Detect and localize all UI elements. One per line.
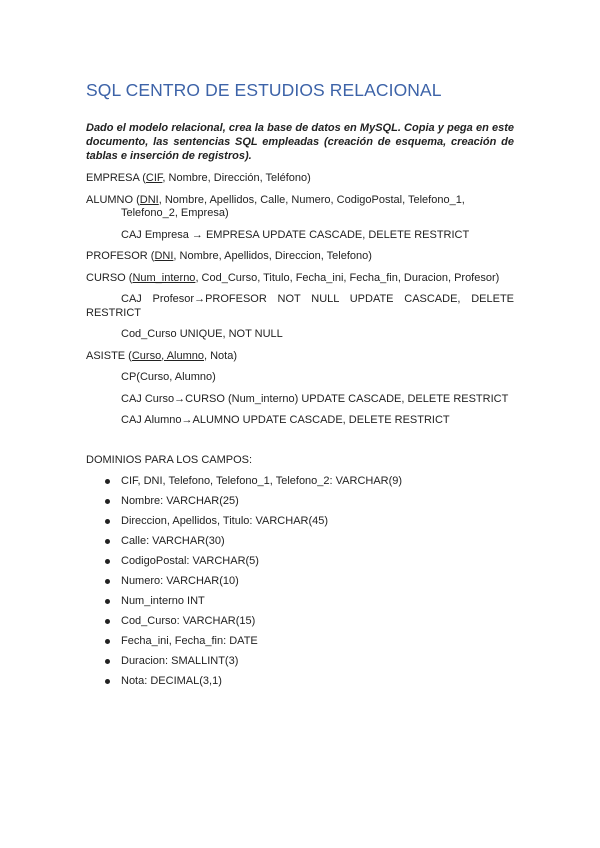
relation-attributes: , Nombre, Apellidos, Calle, Numero, CodigoPostal, Telefono_1, Telefono_2, Empresa): [121, 193, 465, 219]
bullet-icon: [105, 659, 110, 664]
list-item: [86, 495, 514, 509]
list-item-text: Calle: VARCHAR(30): [121, 534, 225, 547]
list-item-text: Direccion, Apellidos, Titulo: VARCHAR(45): [121, 514, 329, 527]
list-item: [86, 575, 514, 589]
list-item-text: Num_interno INT: [121, 595, 205, 608]
relation-curso: [86, 272, 514, 286]
list-item-text: Nombre: VARCHAR(25): [121, 494, 239, 507]
list-item: [86, 535, 514, 549]
list-item-text: Cod_Curso: VARCHAR(15): [121, 615, 256, 628]
bullet-icon: [105, 579, 110, 584]
bullet-icon: [105, 619, 110, 624]
document-page: [86, 80, 514, 696]
relation-attributes: , Nota): [204, 349, 238, 362]
primary-key: Curso, Alumno: [131, 349, 204, 362]
bullet-icon: [105, 639, 110, 644]
constraint-alumno-empresa: CAJ Empresa → EMPRESA UPDATE CASCADE, DELETE RESTRICT: [121, 228, 470, 241]
relation-asiste: [86, 350, 514, 364]
bullet-icon: [105, 539, 110, 544]
relation-name: ALUMNO (: [86, 193, 140, 206]
constraint-asiste-alumno: CAJ Alumno→ALUMNO UPDATE CASCADE, DELETE RESTRICT: [121, 414, 450, 426]
relation-alumno: [86, 194, 514, 221]
page-title: SQL CENTRO DE ESTUDIOS RELACIONAL: [86, 80, 442, 100]
list-item: [86, 615, 514, 629]
list-item: [86, 635, 514, 649]
list-item-text: Nota: DECIMAL(3,1): [121, 675, 222, 688]
constraint-curso-unique: Cod_Curso UNIQUE, NOT NULL: [121, 328, 283, 340]
primary-key: Num_interno: [132, 271, 196, 284]
constraint-curso-profesor: CAJ Profesor→PROFESOR NOT NULL UPDATE CASCADE, DELETE RESTRICT: [86, 293, 514, 319]
list-item-text: CIF, DNI, Telefono, Telefono_1, Telefono_2: VARCHAR(9): [121, 474, 403, 487]
list-item: [86, 475, 514, 489]
domains-title: DOMINIOS PARA LOS CAMPOS:: [86, 453, 253, 466]
intro-paragraph: Dado el modelo relacional, crea la base de datos en MySQL. Copia y pega en este documento, las sentencias SQL empleadas (creación de esquema, creación de tablas e inserción de registros).: [86, 122, 514, 162]
relation-attributes: , Nombre, Dirección, Teléfono): [162, 172, 311, 184]
domains-list: [86, 475, 514, 689]
relation-attributes: , Cod_Curso, Titulo, Fecha_ini, Fecha_fin, Duracion, Profesor): [195, 271, 500, 284]
list-item-text: Duracion: SMALLINT(3): [121, 655, 239, 668]
bullet-icon: [105, 599, 110, 604]
list-item: [86, 515, 514, 529]
relation-name: EMPRESA (: [86, 172, 146, 184]
list-item-text: CodigoPostal: VARCHAR(5): [121, 554, 259, 567]
primary-key: DNI: [154, 250, 174, 262]
relation-name: ASISTE (: [86, 349, 132, 362]
bullet-icon: [105, 559, 110, 564]
relation-empresa: [86, 172, 514, 186]
bullet-icon: [105, 479, 110, 484]
bullet-icon: [105, 499, 110, 504]
relation-name: CURSO (: [86, 271, 133, 284]
relation-attributes: , Nombre, Apellidos, Direccion, Telefono): [173, 250, 372, 262]
relation-profesor: [86, 250, 514, 264]
list-item-text: Fecha_ini, Fecha_fin: DATE: [121, 635, 258, 648]
constraint-asiste-curso: CAJ Curso→CURSO (Num_interno) UPDATE CASCADE, DELETE RESTRICT: [121, 392, 509, 405]
bullet-icon: [105, 519, 110, 524]
list-item-text: Numero: VARCHAR(10): [121, 574, 239, 587]
constraint-asiste-cp: CP(Curso, Alumno): [121, 371, 216, 383]
list-item: [86, 595, 514, 609]
list-item: [86, 675, 514, 689]
relation-name: PROFESOR (: [86, 250, 155, 262]
primary-key: DNI: [139, 193, 159, 206]
primary-key: CIF: [145, 172, 163, 184]
bullet-icon: [105, 679, 110, 684]
list-item: [86, 655, 514, 669]
list-item: [86, 555, 514, 569]
